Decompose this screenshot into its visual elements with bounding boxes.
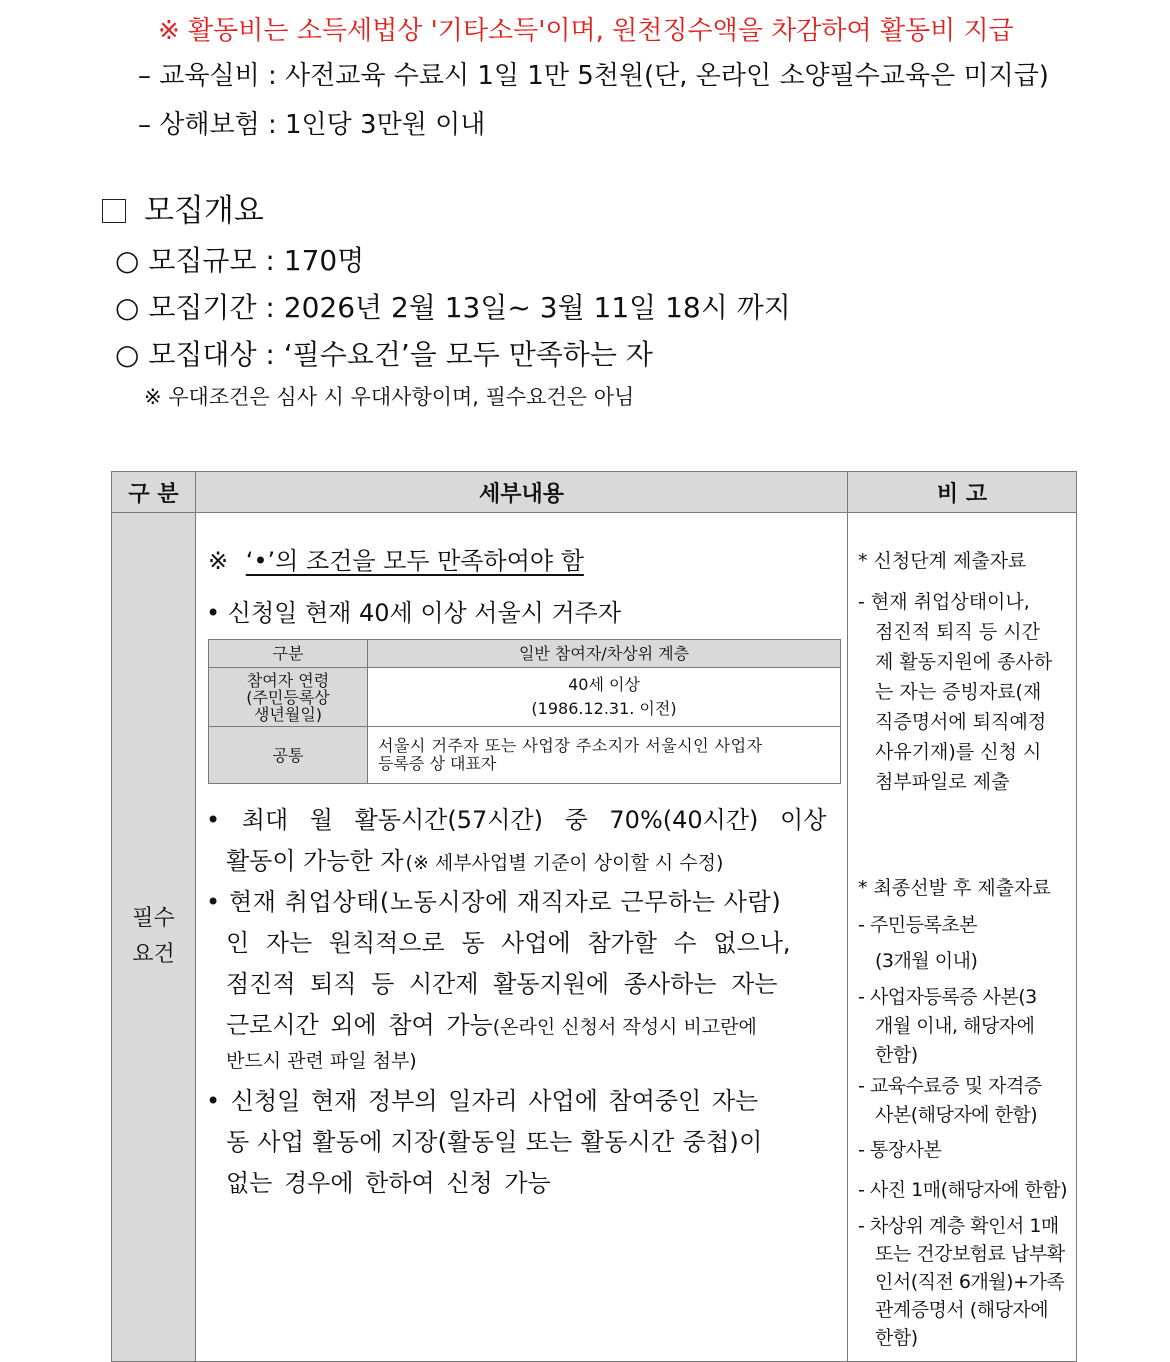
list-item: - 교육수료증 및 자격증: [858, 1075, 1042, 1097]
list-item: 점진적 퇴직 등 시간: [875, 621, 1040, 643]
bullet-employment-line: [226, 1005, 757, 1040]
apply-docs-title: * 신청단계 제출자료: [858, 550, 1027, 572]
list-item: 직증명서에 퇴직예정: [875, 711, 1047, 733]
value-line: (1986.12.31. 이전): [531, 699, 677, 718]
label-line: (주민등록상: [246, 687, 330, 707]
condition-note: [208, 541, 584, 576]
category-line-2: 요건: [132, 942, 175, 967]
table-row: [209, 668, 841, 727]
education-cost-line: – 교육실비 : 사전교육 수료시 1일 1만 5천원(단, 온라인 소양필수교육은 미지급): [138, 61, 1049, 91]
list-item: - 현재 취업상태이나,: [858, 591, 1030, 613]
list-item: 인서(직전 6개월)+가족: [875, 1271, 1065, 1293]
recruit-period: ○ 모집기간 : 2026년 2월 13일~ 3월 11일 18시 까지: [115, 291, 791, 324]
condition-note-text: ‘•’의 조건을 모두 만족하여야 함: [245, 547, 584, 575]
list-item: 첨부파일로 제출: [875, 771, 1010, 793]
age-criteria-table: [208, 639, 841, 784]
table-row: [112, 513, 1077, 1362]
value-line: 서울시 거주자 또는 사업장 주소지가 서울시인 사업자: [378, 736, 763, 755]
section-title-text: 모집개요: [144, 193, 264, 229]
list-item: - 통장사본: [858, 1139, 942, 1161]
inner-label-age: [209, 668, 368, 727]
label-line: 참여자 연령: [246, 670, 330, 690]
bullet-line: 근로시간 외에 참여 가능: [226, 1011, 493, 1039]
list-item: 사유기재)를 신청 시: [875, 741, 1042, 763]
recruit-target: ○ 모집대상 : ‘필수요건’을 모두 만족하는 자: [115, 338, 653, 371]
list-item: 제 활동지원에 종사하: [875, 651, 1053, 673]
bullet-line: • 최대 월 활동시간(57시간) 중 70%(40시간) 이상: [206, 806, 827, 834]
list-item: 또는 건강보험료 납부확: [875, 1243, 1065, 1265]
list-item: 사본(해당자에 한함): [875, 1104, 1038, 1126]
checkbox-square-icon: [102, 199, 126, 223]
bullet-activity-hours: [206, 800, 836, 835]
remarks-cell: [848, 513, 1077, 1362]
category-cell: [112, 513, 196, 1362]
label-line: 생년월일): [253, 704, 323, 724]
insurance-line: – 상해보험 : 1인당 3만원 이내: [138, 110, 486, 140]
list-item: 는 자는 증빙자료(재: [875, 681, 1042, 703]
final-docs-title: * 최종선발 후 제출자료: [858, 877, 1051, 899]
bullet-subnote: (온라인 신청서 작성시 비고란에: [492, 1016, 757, 1038]
table-header-row: [112, 472, 1077, 513]
value-line: 등록증 상 대표자: [378, 754, 497, 773]
inner-label-common: 공통: [209, 727, 368, 784]
list-item: 한함): [875, 1044, 918, 1066]
bullet-line: 활동이 가능한 자: [226, 847, 404, 875]
bullet-employment-line: 인 자는 원칙적으로 동 사업에 참가할 수 없으나,: [226, 929, 791, 957]
list-item: 관계증명서 (해당자에: [875, 1299, 1049, 1321]
bullet-subnote: (※ 세부사업별 기준이 상이할 시 수정): [405, 852, 724, 874]
list-item: 개월 이내, 해당자에: [875, 1015, 1035, 1037]
header-remarks: 비 고: [848, 472, 1077, 513]
list-item: 한함): [875, 1327, 918, 1349]
list-item: (3개월 이내): [875, 950, 978, 972]
list-item: - 사업자등록증 사본(3: [858, 986, 1037, 1008]
bullet-government-job: • 신청일 현재 정부의 일자리 사업에 참여중인 자는: [206, 1087, 759, 1115]
preference-note: ※ 우대조건은 심사 시 우대사항이며, 필수요건은 아님: [144, 385, 635, 409]
note-mark: ※: [208, 547, 229, 575]
requirements-table: [111, 471, 1077, 1362]
header-detail: 세부내용: [196, 472, 848, 513]
inner-header-participant: 일반 참여자/차상위 계층: [368, 640, 841, 668]
bullet-employment: • 현재 취업상태(노동시장에 재직자로 근무하는 사람): [206, 888, 782, 916]
inner-header-category: 구분: [209, 640, 368, 668]
bullet-employment-subnote: 반드시 관련 파일 첨부): [226, 1050, 417, 1072]
value-line: 40세 이상: [568, 675, 640, 694]
bullet-age-residence: • 신청일 현재 40세 이상 서울시 거주자: [206, 599, 622, 627]
list-item: - 차상위 계층 확인서 1매: [858, 1215, 1059, 1237]
detail-cell: [196, 513, 848, 1362]
category-line-1: 필수: [132, 906, 175, 931]
bullet-employment-line: 점진적 퇴직 등 시간제 활동지원에 종사하는 자는: [226, 970, 778, 998]
header-category: 구 분: [112, 472, 196, 513]
tax-note: ※ 활동비는 소득세법상 '기타소득'이며, 원천징수액을 차감하여 활동비 지급: [158, 16, 1014, 46]
inner-header-row: [209, 640, 841, 668]
list-item: - 사진 1매(해당자에 한함): [858, 1179, 1068, 1201]
inner-value-age: [368, 668, 841, 727]
bullet-government-job-line: 동 사업 활동에 지장(활동일 또는 활동시간 중첩)이: [226, 1128, 763, 1156]
section-title: [102, 185, 264, 230]
table-row: [209, 727, 841, 784]
recruit-scale: ○ 모집규모 : 170명: [115, 244, 365, 277]
inner-value-common: [368, 727, 841, 784]
bullet-government-job-line: 없는 경우에 한하여 신청 가능: [226, 1169, 551, 1197]
list-item: - 주민등록초본: [858, 914, 978, 936]
bullet-activity-hours-cont: [226, 841, 723, 876]
